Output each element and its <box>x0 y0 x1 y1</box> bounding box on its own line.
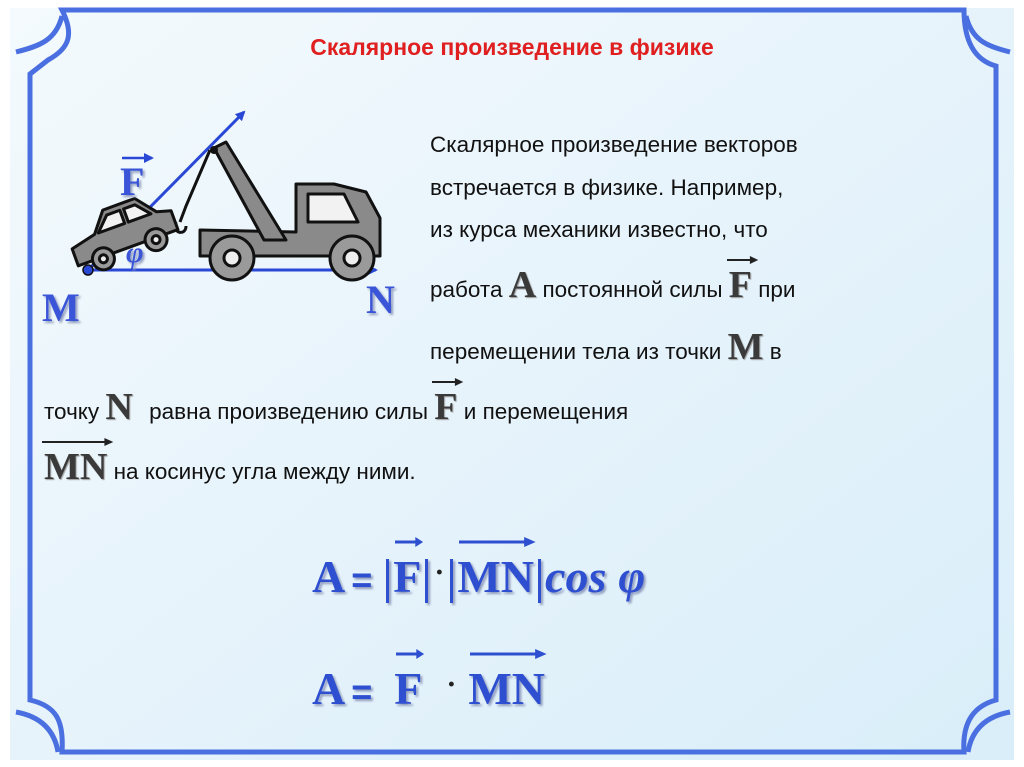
point-n-label: N <box>366 277 395 322</box>
work-symbol: A <box>508 264 537 306</box>
force-label: F <box>120 159 145 204</box>
text: в <box>769 339 782 364</box>
text: на косинус угла между ними. <box>113 459 416 484</box>
slide-title: Скалярное произведение в физике <box>310 34 714 60</box>
text: точку <box>44 399 100 424</box>
force-symbol-2: F <box>434 386 457 428</box>
formula2-dot: · <box>446 668 457 701</box>
paragraph-line-3: из курса механики известно, что <box>430 217 768 242</box>
formula1-eq: = <box>351 559 373 600</box>
point-m-symbol: M <box>727 326 764 368</box>
abs-bar <box>386 559 389 603</box>
text: постоянной силы <box>542 277 723 302</box>
formula2-displacement: MN <box>468 662 545 715</box>
abs-bar <box>450 559 453 603</box>
formula1-lhs: A <box>312 551 346 602</box>
paragraph-line-4 <box>430 263 796 307</box>
text: равна произведению силы <box>149 399 428 424</box>
text: работа <box>430 277 503 302</box>
paragraph-line-7 <box>44 445 416 489</box>
formula1-force: F <box>393 550 421 603</box>
formula2-force: F <box>394 662 422 715</box>
text: и перемещения <box>463 399 629 424</box>
abs-bar <box>425 559 428 603</box>
formula-dot-product <box>312 662 545 715</box>
point-n-symbol: N <box>105 386 133 428</box>
displacement-symbol: MN <box>44 446 107 488</box>
force-symbol: F <box>729 264 752 306</box>
formula1-dot: · <box>434 556 445 589</box>
abs-bar <box>538 559 541 603</box>
paragraph-line-5 <box>430 325 782 369</box>
formula1-displacement: MN <box>457 550 534 603</box>
angle-label: φ <box>126 236 144 269</box>
formula2-lhs: A <box>312 663 346 714</box>
formula1-cos: cos <box>545 551 607 602</box>
paragraph-line-1: Скалярное произведение векторов <box>430 132 798 157</box>
text: перемещении тела из точки <box>430 339 722 364</box>
tow-truck-icon <box>200 142 380 280</box>
text: при <box>758 277 796 302</box>
paragraph-line-6 <box>44 385 628 429</box>
formula2-eq: = <box>351 671 373 712</box>
formula-with-cos <box>312 550 645 603</box>
paragraph-line-2: встречается в физике. Например, <box>430 175 784 200</box>
formula1-phi: φ <box>618 551 646 602</box>
point-m-label: M <box>42 285 80 330</box>
